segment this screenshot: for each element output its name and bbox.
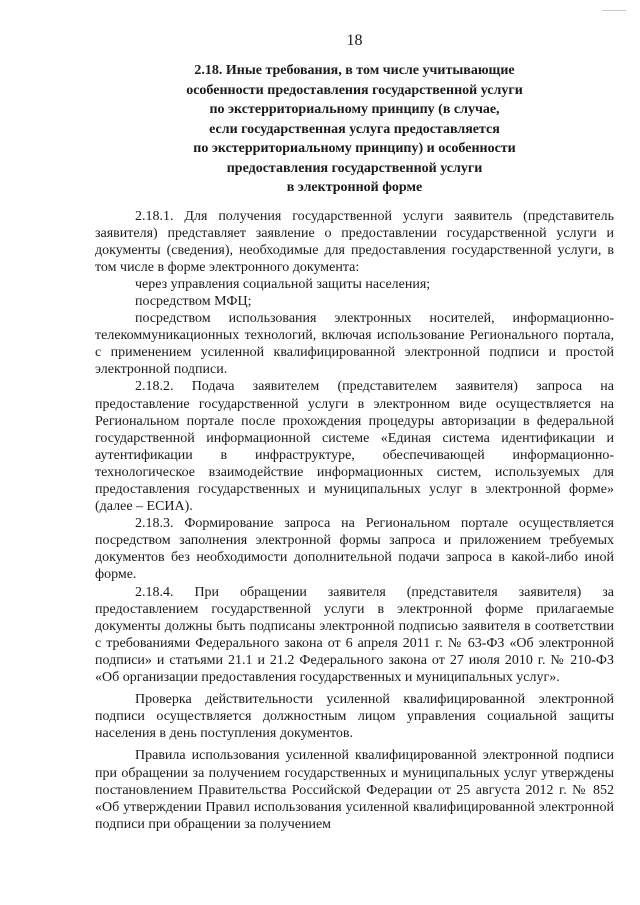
- paragraph-signature-rules: Правила использования усиленной квалифицированной электронной подписи при обращении за получением государственных и муниципальных услуг утверждены постановлением Правительства Российской Федерации от 25 августа 2012 г. № 852 «Об утверждении Правил использования усиленной квалифицированной электронной подписи при обращении за получением: [95, 748, 614, 832]
- heading-line: по экстерриториальному принципу) и особенности: [193, 141, 516, 156]
- section-heading: [95, 61, 614, 198]
- page-number: 18: [346, 32, 363, 49]
- document-body: [95, 208, 614, 833]
- paragraph-2-18-1: 2.18.1. Для получения государственной услуги заявитель (представитель заявителя) представляет заявление о предоставлении государственной услуги и документы (сведения), необходимые для предоставления государственной услуги, в том числе в форме электронного документа:: [95, 208, 614, 275]
- heading-line: в электронной форме: [286, 180, 423, 195]
- heading-line: по экстерриториальному принципу (в случае,: [209, 102, 500, 117]
- heading-line: если государственная услуга предоставляется: [209, 121, 500, 137]
- heading-line: предоставления государственной услуги: [226, 160, 483, 176]
- list-item: посредством МФЦ;: [135, 293, 252, 309]
- paragraph-2-18-3: 2.18.3. Формирование запроса на Региональном портале осуществляется посредством заполнения электронной формы запроса и приложением требуемых документов без необходимости дополнительной подачи запроса в какой-либо иной форме.: [95, 516, 614, 583]
- heading-line: 2.18. Иные требования, в том числе учитывающие: [194, 63, 515, 78]
- list-item: через управления социальной защиты населения;: [135, 276, 431, 292]
- paragraph-signature-check: Проверка действительности усиленной квалифицированной электронной подписи осуществляется должностным лицом управления социальной защиты населения в день поступления документов.: [95, 692, 614, 742]
- heading-line: особенности предоставления государственной услуги: [186, 82, 523, 98]
- paragraph-2-18-4: 2.18.4. При обращении заявителя (представителя заявителя) за предоставлением государственной услуги в электронной форме прилагаемые документы должны быть подписаны электронной подписью заявителя в соответствии с требованиями Федерального закона от 6 апреля 2011 г. № 63-ФЗ «Об электронной подписи» и статьями 21.1 и 21.2 Федерального закона от 27 июля 2010 г. № 210-ФЗ «Об организации предоставления государственных и муниципальных услуг».: [95, 584, 614, 686]
- scan-artifact: [602, 10, 626, 11]
- paragraph-2-18-2: 2.18.2. Подача заявителем (представителем заявителя) запроса на предоставление государственной услуги в электронном виде осуществляется на Региональном портале после прохождения процедуры авторизации в федеральной государственной информационной системе «Единая система идентификации и аутентификации в инфраструктуре, обеспечивающей информационно-технологическое взаимодействие информационных систем, используемых для предоставления государственных и муниципальных услуг в электронной форме» (далее – ЕСИА).: [95, 379, 614, 515]
- list-item: посредством использования электронных носителей, информационно-телекоммуникационных технологий, включая использование Регионального портала, с применением усиленной квалифицированной электронной подписи и простой электронной подписи.: [95, 311, 614, 378]
